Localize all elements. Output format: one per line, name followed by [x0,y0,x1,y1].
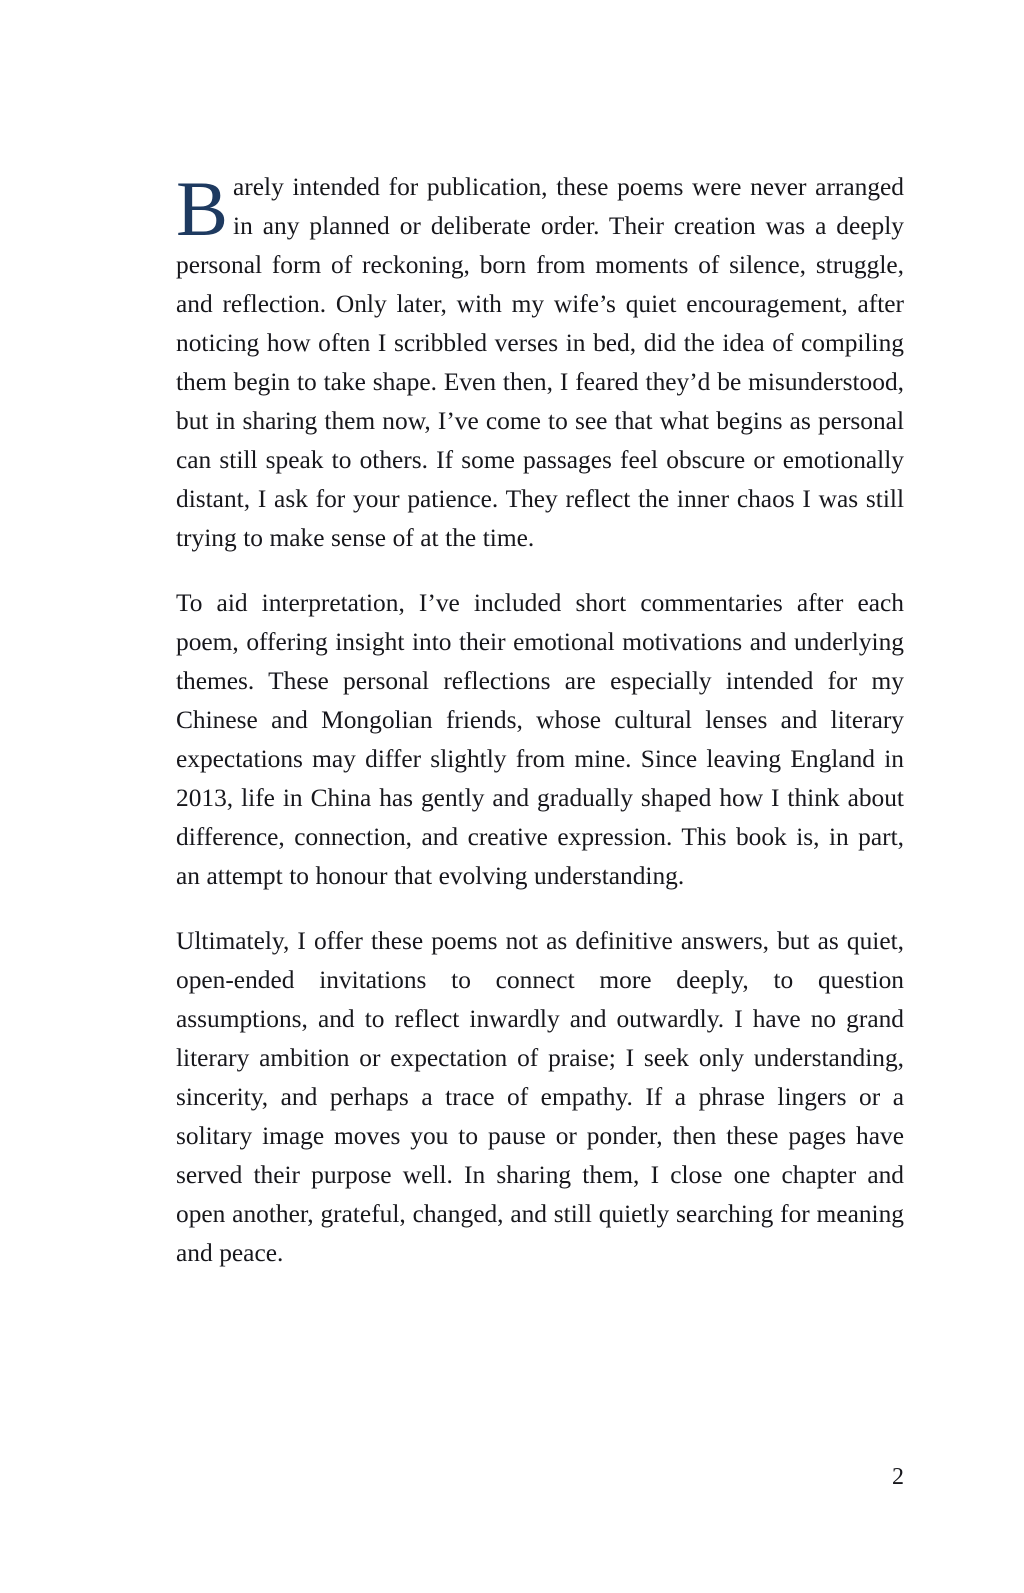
drop-cap-letter: B [176,165,229,252]
paragraph-2: To aid interpretation, I’ve included short commentaries after each poem, offering insight into their emotional motivations and underlying themes. These personal reflections are especially intended for my Chinese and Mongolian friends, whose cultural lenses and literary expectations may differ slightly from mine. Since leaving England in 2013, life in China has gently and gradually shaped how I think about difference, connection, and creative expression. This book is, in part, an attempt to honour that evolving understanding. [176,589,904,890]
paragraph-3: Ultimately, I offer these poems not as definitive answers, but as quiet, open-ended invitations to connect more deeply, to question assumptions, and to reflect inwardly and outwardly. I have no grand literary ambition or expectation of praise; I seek only understanding, sincerity, and perhaps a trace of empathy. If a phrase lingers or a solitary image moves you to pause or ponder, then these pages have served their purpose well. In sharing them, I close one chapter and open another, grateful, changed, and still quietly searching for meaning and peace. [176,927,904,1267]
page-number: 2 [892,1464,904,1490]
paragraph-1 [176,165,904,558]
body-text-block [176,165,904,1273]
paragraph-1-text: arely intended for publication, these poems were never arranged in any planned or deliberate order. Their creation was a deeply personal form of reckoning, born from moments of silence, struggle, and reflection. Only later, with my wife’s quiet encouragement, after noticing how often I scribbled verses in bed, did the idea of compiling them begin to take shape. Even then, I feared they’d be misunderstood, but in sharing them now, I’ve come to see that what begins as personal can still speak to others. If some passages feel obscure or emotionally distant, I ask for your patience. They reflect the inner chaos I was still trying to make sense of at the time. [176,173,904,552]
